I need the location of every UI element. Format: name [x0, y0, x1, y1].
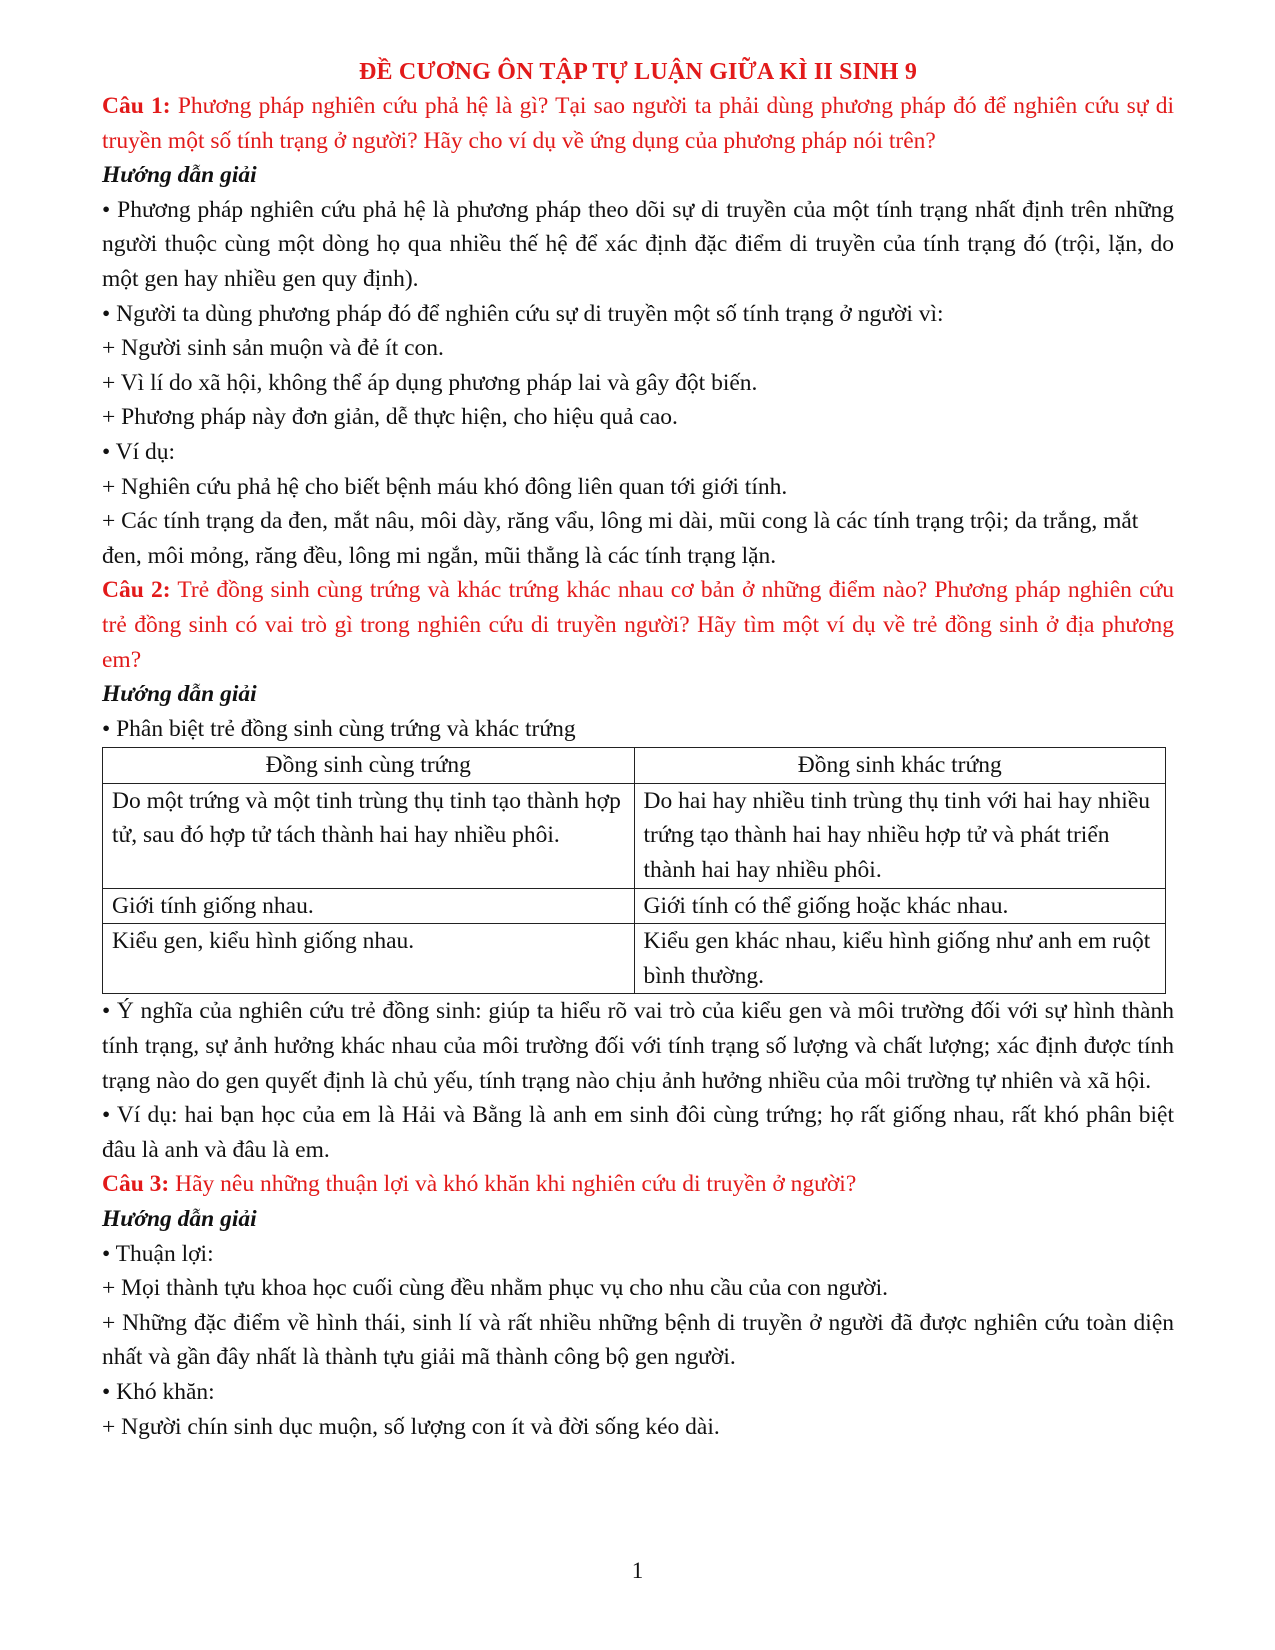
table-cell: Giới tính giống nhau.: [103, 888, 635, 924]
table-header-row: [103, 748, 1166, 784]
question-2-guide-heading: Hướng dẫn giải: [102, 681, 257, 708]
table-cell: Do một trứng và một tinh trùng thụ tinh tạo thành hợp tử, sau đó hợp tử tách thành hai hay nhiều phôi.: [103, 783, 635, 888]
answer-2-intro: • Phân biệt trẻ đồng sinh cùng trứng và khác trứng: [102, 715, 576, 742]
question-2: [102, 573, 1174, 677]
question-2-text: Trẻ đồng sinh cùng trứng và khác trứng khác nhau cơ bản ở những điểm nào? Phương pháp nghiên cứu trẻ đồng sinh có vai trò gì trong nghiên cứu di truyền người? Hãy tìm một ví dụ về trẻ đồng sinh ở địa phương em?: [102, 577, 1174, 673]
question-1: [102, 89, 1174, 158]
answer-2-line: • Ý nghĩa của nghiên cứu trẻ đồng sinh: giúp ta hiểu rõ vai trò của kiểu gen và môi trường đối với sự hình thành tính trạng, sự ảnh hưởng khác nhau của môi trường đối với tính trạng số lượng và chất lượng; xác định được tính trạng nào do gen quyết định là chủ yếu, tính trạng nào chịu ảnh hưởng nhiều của môi trường tự nhiên và xã hội.: [102, 998, 1174, 1094]
table-cell: Kiểu gen, kiểu hình giống nhau.: [103, 924, 635, 994]
twins-comparison-table: [102, 747, 1166, 994]
answer-1-line: • Phương pháp nghiên cứu phả hệ là phương pháp theo dõi sự di truyền của một tính trạng nhất định trên những người thuộc cùng một dòng họ qua nhiều thế hệ để xác định đặc điểm di truyền của tính trạng đó (trội, lặn, do một gen hay nhiều gen quy định).: [102, 196, 1174, 292]
table-cell: Kiểu gen khác nhau, kiểu hình giống như anh em ruột bình thường.: [634, 924, 1166, 994]
answer-1-line: • Ví dụ:: [102, 438, 176, 465]
answer-1-line: + Vì lí do xã hội, không thể áp dụng phương pháp lai và gây đột biến.: [102, 369, 758, 396]
question-2-label: Câu 2:: [102, 577, 171, 604]
question-3: [102, 1167, 1174, 1202]
question-3-guide-heading: Hướng dẫn giải: [102, 1206, 257, 1232]
question-3-text: Hãy nêu những thuận lợi và khó khăn khi nghiên cứu di truyền ở người?: [169, 1171, 857, 1198]
question-1-guide-heading: Hướng dẫn giải: [102, 162, 257, 189]
table-row: [103, 888, 1166, 924]
table-row: [103, 924, 1166, 994]
answer-3-line: • Khó khăn:: [102, 1378, 215, 1405]
table-header-cell: Đồng sinh khác trứng: [634, 748, 1166, 784]
question-1-text: Phương pháp nghiên cứu phả hệ là gì? Tại sao người ta phải dùng phương pháp đó để nghiên cứu sự di truyền một số tính trạng ở người? Hãy cho ví dụ về ứng dụng của phương pháp nói trên?: [102, 93, 1174, 154]
table-cell: Do hai hay nhiều tinh trùng thụ tinh với hai hay nhiều trứng tạo thành hai hay nhiều hợp tử và phát triển thành hai hay nhiều phôi.: [634, 783, 1166, 888]
document-title: ĐỀ CƯƠNG ÔN TẬP TỰ LUẬN GIỮA KÌ II SINH 9: [358, 59, 918, 85]
page-number: 1: [631, 1558, 644, 1583]
answer-1-line: • Người ta dùng phương pháp đó để nghiên cứu sự di truyền một số tính trạng ở người vì:: [102, 300, 944, 327]
answer-2-line: • Ví dụ: hai bạn học của em là Hải và Bằng là anh em sinh đôi cùng trứng; họ rất giống nhau, rất khó phân biệt đâu là anh và đâu là em.: [102, 1102, 1174, 1163]
question-1-label: Câu 1:: [102, 93, 171, 119]
answer-3-line: • Thuận lợi:: [102, 1240, 214, 1267]
question-3-label: Câu 3:: [102, 1171, 170, 1198]
table-cell: Giới tính có thể giống hoặc khác nhau.: [634, 888, 1166, 924]
table-header-cell: Đồng sinh cùng trứng: [103, 748, 635, 784]
answer-3-line: + Mọi thành tựu khoa học cuối cùng đều nhằm phục vụ cho nhu cầu của con người.: [102, 1275, 888, 1302]
document-page: [102, 55, 1174, 1444]
answer-1-line: + Phương pháp này đơn giản, dễ thực hiện, cho hiệu quả cao.: [102, 404, 678, 431]
answer-3-line: + Những đặc điểm về hình thái, sinh lí và rất nhiều những bệnh di truyền ở người đã được nghiên cứu toàn diện nhất và gần đây nhất là thành tựu giải mã thành công bộ gen người.: [102, 1309, 1174, 1371]
table-row: [103, 783, 1166, 888]
answer-1-line: + Người sinh sản muộn và đẻ ít con.: [102, 335, 444, 362]
answer-1-line: + Nghiên cứu phả hệ cho biết bệnh máu khó đông liên quan tới giới tính.: [102, 473, 788, 500]
answer-3-line: + Người chín sinh dục muộn, số lượng con ít và đời sống kéo dài.: [102, 1413, 720, 1440]
answer-1-line: + Các tính trạng da đen, mắt nâu, môi dày, răng vẩu, lông mi dài, mũi cong là các tính trạng trội; da trắng, mắt đen, môi mỏng, răng đều, lông mi ngắn, mũi thẳng là các tính trạng lặn.: [102, 508, 1139, 569]
